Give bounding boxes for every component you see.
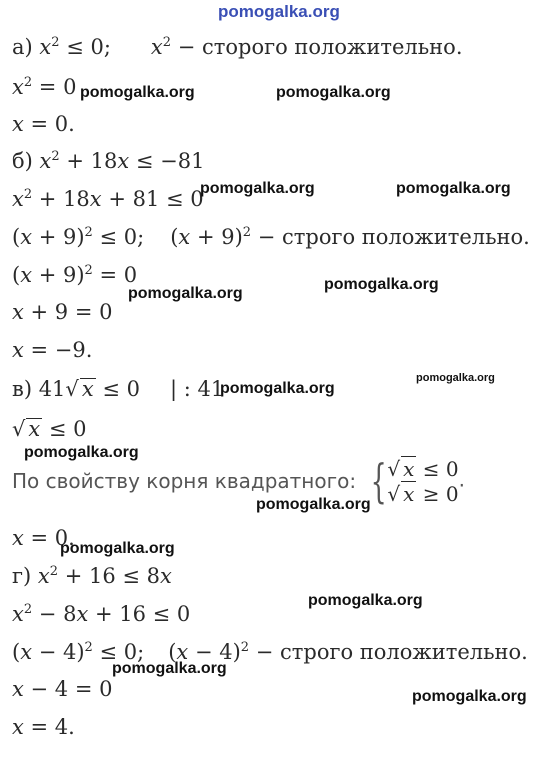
- solution-b-line-5: x + 9 = 0: [12, 300, 113, 324]
- watermark: pomogalka.org: [128, 285, 243, 302]
- solution-c-line-4: x = 0.: [12, 526, 75, 550]
- watermark: pomogalka.org: [396, 180, 511, 197]
- solution-c-line-3: По свойству корня квадратного: {√ x ≤ 0 √ x ≥ 0.: [12, 454, 465, 508]
- watermark-top: pomogalka.org: [218, 2, 340, 21]
- solution-d-line-5: x = 4.: [12, 715, 75, 739]
- watermark: pomogalka.org: [200, 180, 315, 197]
- watermark: pomogalka.org: [60, 540, 175, 557]
- watermark: pomogalka.org: [80, 84, 195, 101]
- solution-c-line-2: √ x ≤ 0: [12, 417, 87, 441]
- watermark: pomogalka.org: [276, 84, 391, 101]
- solution-d-line-3: $(x - 4)^2 \le 0$; $(x - 4)^2$ − строго положительно.: [12, 640, 528, 664]
- watermark: pomogalka.org: [220, 380, 335, 397]
- solution-d-line-1: г) $x^2 + 16 \le 8x$: [12, 564, 172, 588]
- watermark: pomogalka.org: [412, 688, 527, 705]
- solution-d-line-4: x − 4 = 0: [12, 677, 113, 701]
- watermark: pomogalka.org: [324, 276, 439, 293]
- solution-d-line-2: $x^2 - 8x + 16 \le 0$: [12, 602, 191, 626]
- watermark: pomogalka.org: [24, 444, 139, 461]
- watermark: pomogalka.org: [112, 660, 227, 677]
- solution-b-line-6: x = −9.: [12, 338, 93, 362]
- watermark: pomogalka.org: [416, 372, 495, 384]
- solution-a-line-1: а) $x^2 \le 0$; $x^2$ − сторого положительно.: [12, 35, 463, 59]
- solution-b-line-1: б) $x^2 + 18x \le -81$: [12, 149, 205, 173]
- solution-b-line-4: $(x + 9)^2 = 0$: [12, 263, 138, 287]
- solution-b-line-3: $(x + 9)^2 \le 0$; $(x + 9)^2$ − строго положительно.: [12, 225, 530, 249]
- watermark: pomogalka.org: [256, 496, 371, 513]
- watermark: pomogalka.org: [308, 592, 423, 609]
- solution-a-line-3: x = 0.: [12, 112, 75, 136]
- solution-c-line-1: в) 41√ x ≤ 0 | : 41: [12, 377, 225, 401]
- solution-b-line-2: $x^2 + 18x + 81 \le 0$: [12, 187, 204, 211]
- solution-a-line-2: $x^2 = 0$: [12, 75, 77, 99]
